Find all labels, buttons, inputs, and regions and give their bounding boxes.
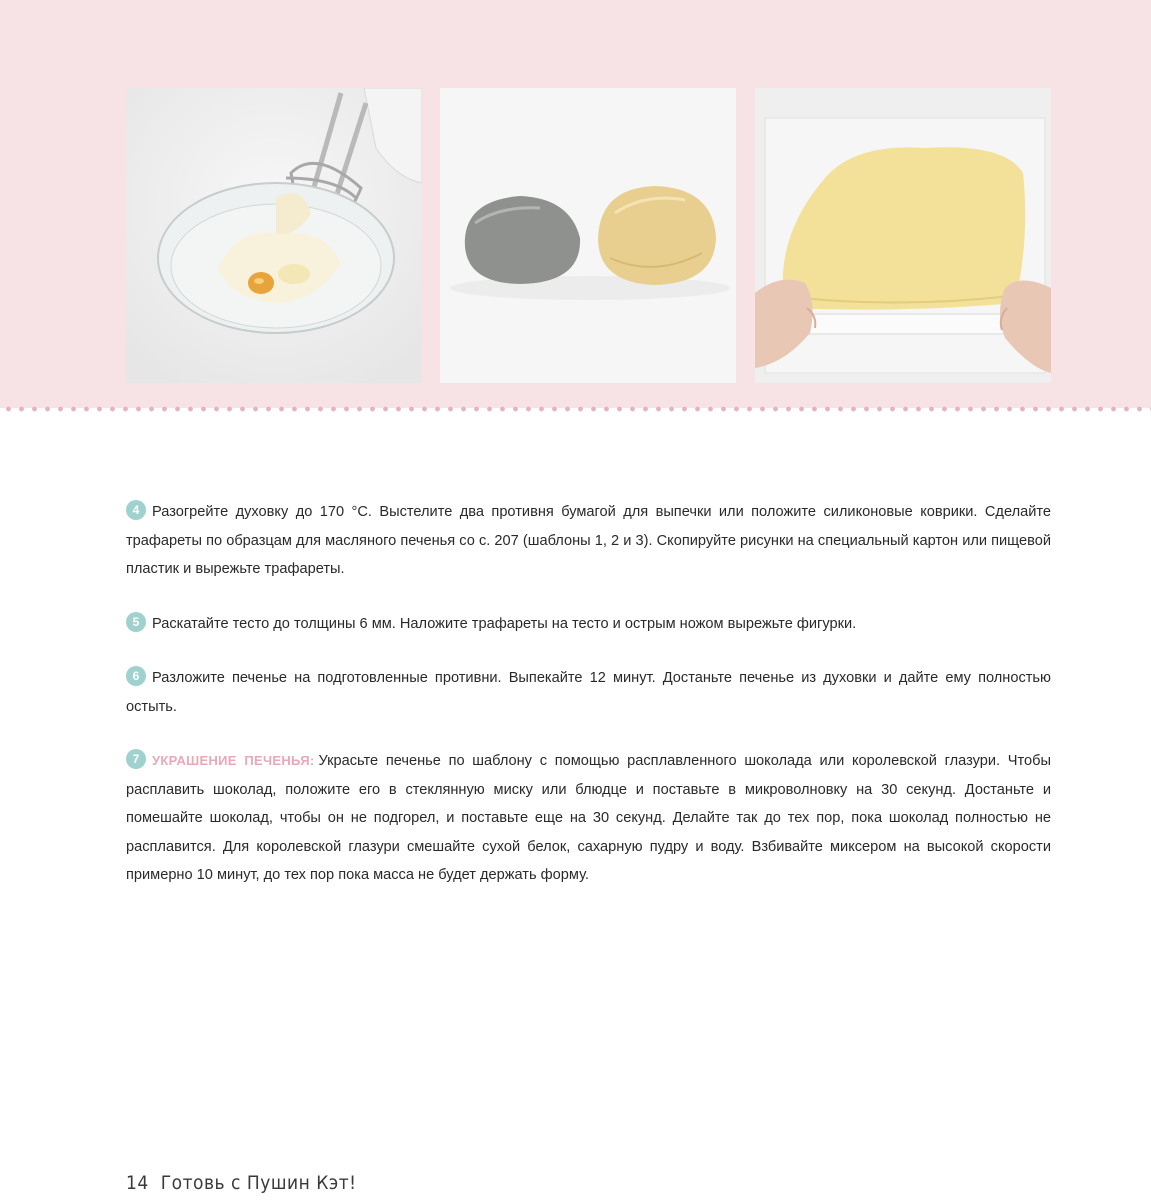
dotted-divider	[0, 404, 1151, 414]
page-number: 14	[126, 1172, 149, 1194]
recipe-steps	[126, 498, 1051, 916]
dough-balls-photo	[440, 88, 736, 383]
step-heading: УКРАШЕНИЕ ПЕЧЕНЬЯ:	[152, 753, 315, 768]
step-7	[126, 747, 1051, 890]
step-text: Разложите печенье на подготовленные противни. Выпекайте 12 минут. Достаньте печенье из духовки и дайте ему полностью остыть.	[126, 670, 1051, 715]
step-4	[126, 498, 1051, 584]
step-6	[126, 664, 1051, 721]
step-text: Украсьте печенье по шаблону с помощью расплавленного шоколада или королевской глазури. Чтобы расплавить шоколад, положите его в стеклянную миску или блюдце и поставьте в микроволновку на 30 секунд. Достаньте и помешайте шоколад, чтобы он не подгорел, и поставьте еще на 30 секунд. Делайте так до тех пор, пока шоколад полностью не расплавится. Для королевской глазури смешайте сухой белок, сахарную пудру и воду. Взбивайте миксером на высокой скорости примерно 10 минут, до тех пор пока масса не будет держать форму.	[126, 753, 1051, 883]
step-number-badge: 7	[126, 749, 146, 769]
step-number-badge: 6	[126, 666, 146, 686]
step-text: Раскатайте тесто до толщины 6 мм. Наложите трафареты на тесто и острым ножом вырежьте фигурки.	[152, 615, 857, 632]
step-number-badge: 5	[126, 612, 146, 632]
page-footer	[126, 1172, 357, 1194]
book-title: Готовь с Пушин Кэт!	[160, 1172, 357, 1194]
step-number-badge: 4	[126, 500, 146, 520]
rolling-dough-photo	[755, 88, 1051, 383]
step-text: Разогрейте духовку до 170 °С. Выстелите два противня бумагой для выпечки или положите силиконовые коврики. Сделайте трафареты по образцам для масляного печенья со с. 207 (шаблоны 1, 2 и 3). Скопируйте рисунки на специальный картон или пищевой пластик и вырежьте трафареты.	[126, 504, 1051, 577]
step-5	[126, 610, 1051, 639]
mixer-bowl-photo	[126, 88, 422, 383]
